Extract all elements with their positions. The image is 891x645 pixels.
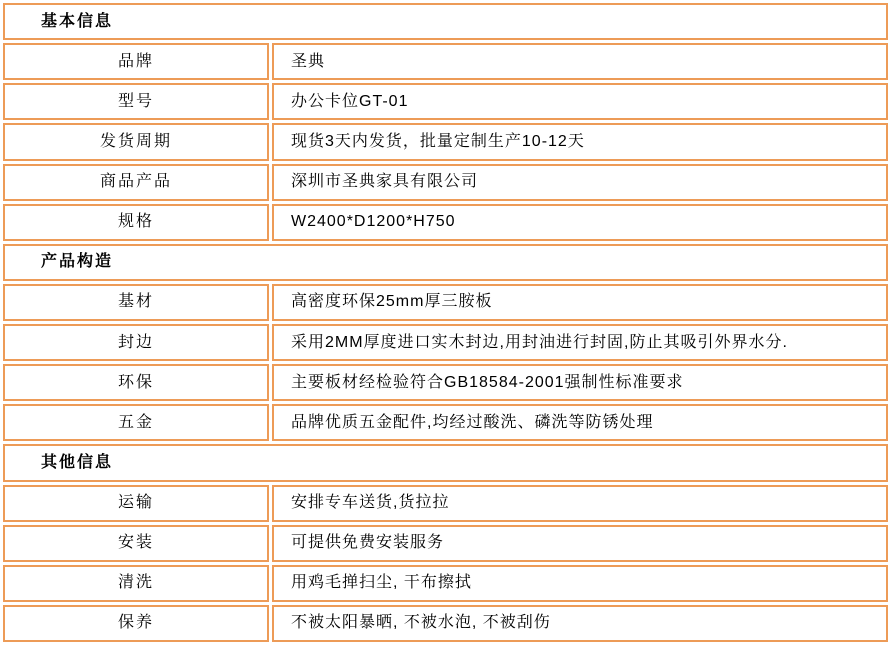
table-row [3, 525, 888, 562]
row-value-delivery-cycle: 现货3天内发货，批量定制生产10-12天 [272, 123, 888, 160]
row-label-cleaning: 清洗 [3, 565, 269, 602]
section-header-basic-info: 基本信息 [3, 3, 888, 40]
row-value-edge-banding: 采用2MM厚度进口实木封边,用封油进行封固,防止其吸引外界水分. [272, 324, 888, 361]
table-row [3, 485, 888, 522]
row-value-base-material: 高密度环保25mm厚三胺板 [272, 284, 888, 321]
table-row [3, 284, 888, 321]
row-value-eco-standard: 主要板材经检验符合GB18584-2001强制性标准要求 [272, 364, 888, 401]
row-label-delivery-cycle: 发货周期 [3, 123, 269, 160]
row-value-cleaning: 用鸡毛掸扫尘, 干布擦拭 [272, 565, 888, 602]
row-value-installation: 可提供免费安装服务 [272, 525, 888, 562]
table-row [3, 444, 888, 481]
row-value-shipping: 安排专车送货,货拉拉 [272, 485, 888, 522]
row-label-base-material: 基材 [3, 284, 269, 321]
row-label-brand: 品牌 [3, 43, 269, 80]
row-label-eco-standard: 环保 [3, 364, 269, 401]
row-label-maintenance: 保养 [3, 605, 269, 642]
row-label-dimensions: 规格 [3, 204, 269, 241]
table-row [3, 364, 888, 401]
row-label-hardware: 五金 [3, 404, 269, 441]
row-value-hardware: 品牌优质五金配件,均经过酸洗、磷洗等防锈处理 [272, 404, 888, 441]
table-row [3, 164, 888, 201]
section-header-construction: 产品构造 [3, 244, 888, 281]
table-row [3, 204, 888, 241]
row-label-edge-banding: 封边 [3, 324, 269, 361]
row-label-installation: 安装 [3, 525, 269, 562]
row-value-model: 办公卡位GT-01 [272, 83, 888, 120]
row-value-brand: 圣典 [272, 43, 888, 80]
table-row [3, 404, 888, 441]
table-row [3, 244, 888, 281]
table-row [3, 3, 888, 40]
row-label-shipping: 运输 [3, 485, 269, 522]
row-value-maintenance: 不被太阳暴晒, 不被水泡, 不被刮伤 [272, 605, 888, 642]
row-value-product-company: 深圳市圣典家具有限公司 [272, 164, 888, 201]
table-row [3, 83, 888, 120]
row-value-dimensions: W2400*D1200*H750 [272, 204, 888, 241]
table-row [3, 605, 888, 642]
table-row [3, 324, 888, 361]
section-header-other-info: 其他信息 [3, 444, 888, 481]
table-row [3, 123, 888, 160]
table-row [3, 565, 888, 602]
row-label-model: 型号 [3, 83, 269, 120]
table-row [3, 43, 888, 80]
row-label-product-company: 商品产品 [3, 164, 269, 201]
